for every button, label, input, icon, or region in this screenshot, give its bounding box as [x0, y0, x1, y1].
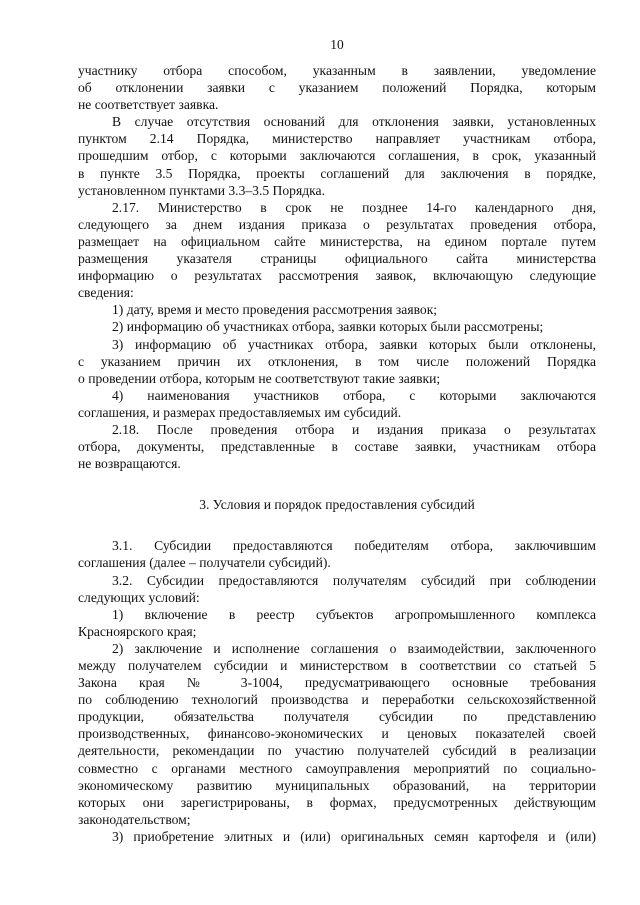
text-line: об отклонении заявки с указанием положений Порядка, которым [78, 80, 596, 96]
text-line: прошедшим отбор, с которыми заключаются соглашения, в срок, указанный [78, 148, 596, 164]
text-line: Закона края № 3-1004, предусматривающего основные требования [78, 675, 596, 691]
text-line: 4) наименования участников отбора, с которыми заключаются [112, 387, 596, 403]
text-line: по соблюдению технологий производства и переработки сельскохозяйственной [78, 692, 596, 708]
paragraph [78, 199, 596, 302]
paragraph [78, 572, 596, 606]
text-line: 3.2. Субсидии предоставляются получателям субсидий при соблюдении [112, 572, 596, 588]
text-line: о проведении отбора, которым не соответствуют такие заявки; [78, 370, 441, 386]
paragraph [78, 606, 596, 640]
text-line: между получателем субсидии и министерством в соответствии со статьей 5 [78, 658, 596, 673]
text-line: совместно с органами местного самоуправления мероприятий по социально- [78, 760, 596, 776]
text-line: 1) включение в реестр субъектов агропромышленного комплекса [112, 606, 596, 622]
paragraph [78, 301, 596, 318]
text-line: 3.1. Субсидии предоставляются победителям отбора, заключившим [112, 538, 596, 554]
text-line: участнику отбора способом, указанным в заявлении, уведомление [78, 63, 596, 78]
paragraph [78, 537, 596, 571]
paragraph [78, 387, 596, 421]
text-line: соглашения (далее – получатели субсидий). [78, 555, 331, 571]
paragraph [78, 336, 596, 387]
text-line: продукции, обязательства получателя субсидии по представлению [78, 709, 596, 725]
paragraph [78, 640, 596, 828]
text-line: в пункте 3.5 Порядка, проекты соглашений для заключения в порядке, [78, 165, 596, 181]
document-body [78, 62, 596, 845]
text-line: 2.18. После проведения отбора и издания приказа о результатах [112, 421, 596, 437]
paragraph [78, 421, 596, 472]
text-line: отбора, документы, представленные в составе заявки, участникам отбора [78, 439, 596, 455]
text-line: законодательством; [78, 811, 191, 827]
page-number: 10 [330, 37, 344, 52]
text-line: Красноярского края; [78, 623, 197, 639]
paragraph [78, 318, 596, 335]
text-line: пунктом 2.14 Порядка, министерство направляет участникам отбора, [78, 131, 596, 147]
text-line: 1) дату, время и место проведения рассмотрения заявок; [112, 302, 438, 318]
document-page [78, 0, 596, 905]
text-line: следующих условий: [78, 589, 200, 605]
text-line: информацию о результатах рассмотрения заявок, включающую следующие [78, 268, 596, 284]
text-line: размещения указателя страницы официального сайта министерства [78, 251, 596, 267]
text-line: В случае отсутствия оснований для отклонения заявки, установленных [112, 114, 596, 130]
text-line: 2) информацию об участниках отбора, заявки которых были рассмотрены; [112, 319, 544, 335]
text-line: установленном пунктами 3.3–3.5 Порядка. [78, 182, 325, 198]
text-line: 3) информацию об участниках отбора, заявки которых были отклонены, [112, 336, 596, 352]
paragraph [78, 62, 596, 113]
text-line: размещает на официальном сайте министерства, на едином портале путем [78, 233, 596, 249]
text-line: которых они зарегистрированы, в формах, предусмотренных действующим [78, 794, 596, 810]
paragraph [78, 828, 596, 845]
text-line: деятельности, рекомендации по участию получателей субсидий в реализации [78, 743, 596, 759]
text-line: 3) приобретение элитных и (или) оригинальных семян картофеля и (или) [112, 828, 596, 844]
text-line: 2) заключение и исполнение соглашения о взаимодействии, заключенного [112, 640, 596, 656]
text-line: не возвращаются. [78, 456, 181, 472]
text-line: не соответствует заявка. [78, 97, 219, 113]
text-line: сведения: [78, 285, 134, 301]
text-line: следующего за днем издания приказа о результатах проведения отбора, [78, 216, 596, 232]
text-line: производственных, финансово-экономических и ценовых показателей своей [78, 726, 596, 742]
paragraph [78, 113, 596, 198]
text-line: соглашения, и размерах предоставляемых им субсидий. [78, 404, 402, 420]
section-heading: 3. Условия и порядок предоставления субсидий [199, 497, 475, 513]
text-line: с указанием причин их отклонения, в том числе положений Порядка [78, 353, 596, 369]
text-line: 2.17. Министерство в срок не позднее 14-го календарного дня, [112, 199, 596, 215]
text-line: экономическому развитию муниципальных образований, на территории [78, 777, 596, 793]
